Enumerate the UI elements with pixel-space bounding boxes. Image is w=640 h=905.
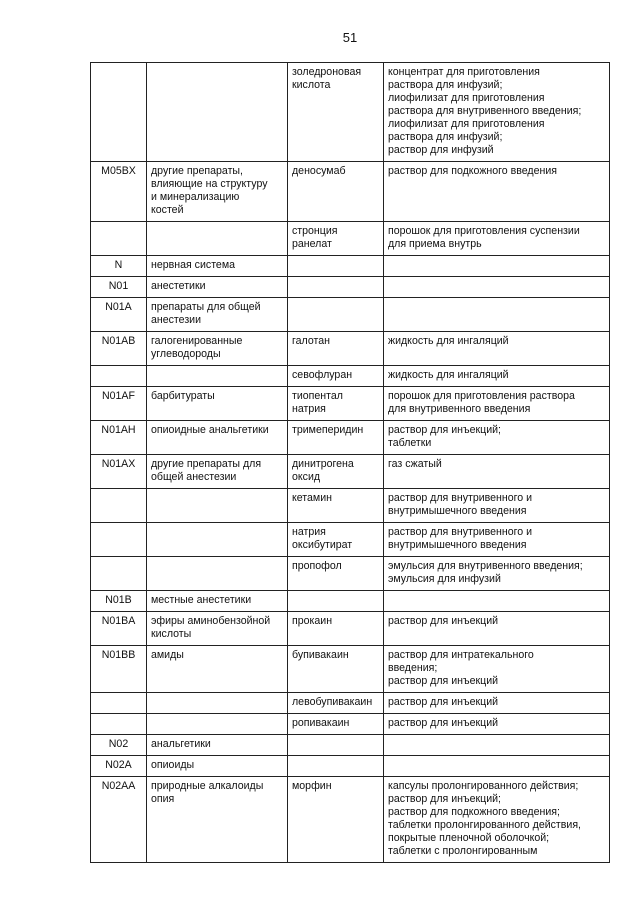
dosage-forms-cell: жидкость для ингаляций: [384, 366, 610, 387]
page-number: 51: [342, 30, 358, 45]
atc-code-cell: N01: [91, 277, 147, 298]
substance-cell: тиопентал натрия: [288, 387, 384, 421]
table-row: [91, 523, 610, 557]
dosage-forms-cell: газ сжатый: [384, 455, 610, 489]
dosage-forms-cell: [384, 298, 610, 332]
dosage-forms-cell: [384, 256, 610, 277]
substance-cell: [288, 298, 384, 332]
dosage-forms-cell: раствор для внутривенного и внутримышечного введения: [384, 523, 610, 557]
dosage-forms-cell: эмульсия для внутривенного введения; эмульсия для инфузий: [384, 557, 610, 591]
anatomical-group-cell: [147, 714, 288, 735]
substance-cell: [288, 735, 384, 756]
dosage-forms-cell: раствор для инъекций: [384, 693, 610, 714]
dosage-forms-cell: раствор для интратекального введения; раствор для инъекций: [384, 646, 610, 693]
atc-code-cell: N01B: [91, 591, 147, 612]
anatomical-group-cell: [147, 63, 288, 162]
atc-code-cell: N01BB: [91, 646, 147, 693]
dosage-forms-cell: [384, 756, 610, 777]
anatomical-group-cell: другие препараты, влияющие на структуру и минерализацию костей: [147, 162, 288, 222]
dosage-forms-cell: порошок для приготовления раствора для внутривенного введения: [384, 387, 610, 421]
anatomical-group-cell: [147, 366, 288, 387]
dosage-forms-cell: капсулы пролонгированного действия; раствор для инъекций; раствор для подкожного введения; таблетки пролонгированного действия, покрытые пленочной оболочкой; таблетки с пролонгированным: [384, 777, 610, 863]
anatomical-group-cell: [147, 222, 288, 256]
anatomical-group-cell: [147, 489, 288, 523]
atc-code-cell: N01AB: [91, 332, 147, 366]
dosage-forms-cell: порошок для приготовления суспензии для приема внутрь: [384, 222, 610, 256]
atc-code-cell: N02A: [91, 756, 147, 777]
anatomical-group-cell: барбитураты: [147, 387, 288, 421]
table-row: [91, 777, 610, 863]
substance-cell: прокаин: [288, 612, 384, 646]
anatomical-group-cell: опиоиды: [147, 756, 288, 777]
anatomical-group-cell: [147, 693, 288, 714]
table-row: [91, 277, 610, 298]
substance-cell: пропофол: [288, 557, 384, 591]
dosage-forms-cell: жидкость для ингаляций: [384, 332, 610, 366]
table-row: [91, 332, 610, 366]
atc-code-cell: N01BA: [91, 612, 147, 646]
table-row: [91, 256, 610, 277]
table-row: [91, 387, 610, 421]
atc-code-cell: [91, 523, 147, 557]
atc-code-cell: [91, 366, 147, 387]
atc-code-cell: [91, 557, 147, 591]
substance-cell: [288, 277, 384, 298]
anatomical-group-cell: анальгетики: [147, 735, 288, 756]
substance-cell: морфин: [288, 777, 384, 863]
substance-cell: золедроновая кислота: [288, 63, 384, 162]
atc-code-cell: N02: [91, 735, 147, 756]
drug-classification-table: [90, 62, 610, 863]
table-row: [91, 222, 610, 256]
substance-cell: левобупивакаин: [288, 693, 384, 714]
table-row: [91, 646, 610, 693]
table-row: [91, 756, 610, 777]
dosage-forms-cell: раствор для инъекций: [384, 612, 610, 646]
anatomical-group-cell: другие препараты для общей анестезии: [147, 455, 288, 489]
table-row: [91, 693, 610, 714]
table-row: [91, 489, 610, 523]
table-row: [91, 298, 610, 332]
table-row: [91, 591, 610, 612]
table-row: [91, 366, 610, 387]
atc-code-cell: [91, 714, 147, 735]
atc-code-cell: [91, 693, 147, 714]
anatomical-group-cell: галогенированные углеводороды: [147, 332, 288, 366]
substance-cell: [288, 756, 384, 777]
substance-cell: динитрогена оксид: [288, 455, 384, 489]
atc-code-cell: N01AH: [91, 421, 147, 455]
atc-code-cell: M05BX: [91, 162, 147, 222]
anatomical-group-cell: [147, 557, 288, 591]
anatomical-group-cell: амиды: [147, 646, 288, 693]
dosage-forms-cell: [384, 735, 610, 756]
substance-cell: деносумаб: [288, 162, 384, 222]
anatomical-group-cell: препараты для общей анестезии: [147, 298, 288, 332]
atc-code-cell: N01A: [91, 298, 147, 332]
anatomical-group-cell: природные алкалоиды опия: [147, 777, 288, 863]
anatomical-group-cell: местные анестетики: [147, 591, 288, 612]
table-row: [91, 735, 610, 756]
table-row: [91, 162, 610, 222]
table-row: [91, 421, 610, 455]
dosage-forms-cell: [384, 277, 610, 298]
substance-cell: стронция ранелат: [288, 222, 384, 256]
anatomical-group-cell: [147, 523, 288, 557]
atc-code-cell: [91, 489, 147, 523]
table-row: [91, 63, 610, 162]
anatomical-group-cell: анестетики: [147, 277, 288, 298]
atc-code-cell: [91, 222, 147, 256]
table-row: [91, 714, 610, 735]
atc-code-cell: [91, 63, 147, 162]
substance-cell: севофлуран: [288, 366, 384, 387]
substance-cell: кетамин: [288, 489, 384, 523]
substance-cell: тримеперидин: [288, 421, 384, 455]
dosage-forms-cell: раствор для инъекций; таблетки: [384, 421, 610, 455]
anatomical-group-cell: эфиры аминобензойной кислоты: [147, 612, 288, 646]
table-row: [91, 557, 610, 591]
atc-code-cell: N01AX: [91, 455, 147, 489]
anatomical-group-cell: опиоидные анальгетики: [147, 421, 288, 455]
substance-cell: ропивакаин: [288, 714, 384, 735]
dosage-forms-cell: раствор для внутривенного и внутримышечного введения: [384, 489, 610, 523]
atc-code-cell: N01AF: [91, 387, 147, 421]
table-row: [91, 612, 610, 646]
table-row: [91, 455, 610, 489]
atc-code-cell: N02AA: [91, 777, 147, 863]
substance-cell: [288, 591, 384, 612]
dosage-forms-cell: раствор для подкожного введения: [384, 162, 610, 222]
atc-code-cell: N: [91, 256, 147, 277]
substance-cell: [288, 256, 384, 277]
dosage-forms-cell: концентрат для приготовления раствора для инфузий; лиофилизат для приготовления раствора для внутривенного введения; лиофилизат для приготовления раствора для инфузий; раствор для инфузий: [384, 63, 610, 162]
dosage-forms-cell: раствор для инъекций: [384, 714, 610, 735]
substance-cell: натрия оксибутират: [288, 523, 384, 557]
substance-cell: галотан: [288, 332, 384, 366]
dosage-forms-cell: [384, 591, 610, 612]
anatomical-group-cell: нервная система: [147, 256, 288, 277]
substance-cell: бупивакаин: [288, 646, 384, 693]
